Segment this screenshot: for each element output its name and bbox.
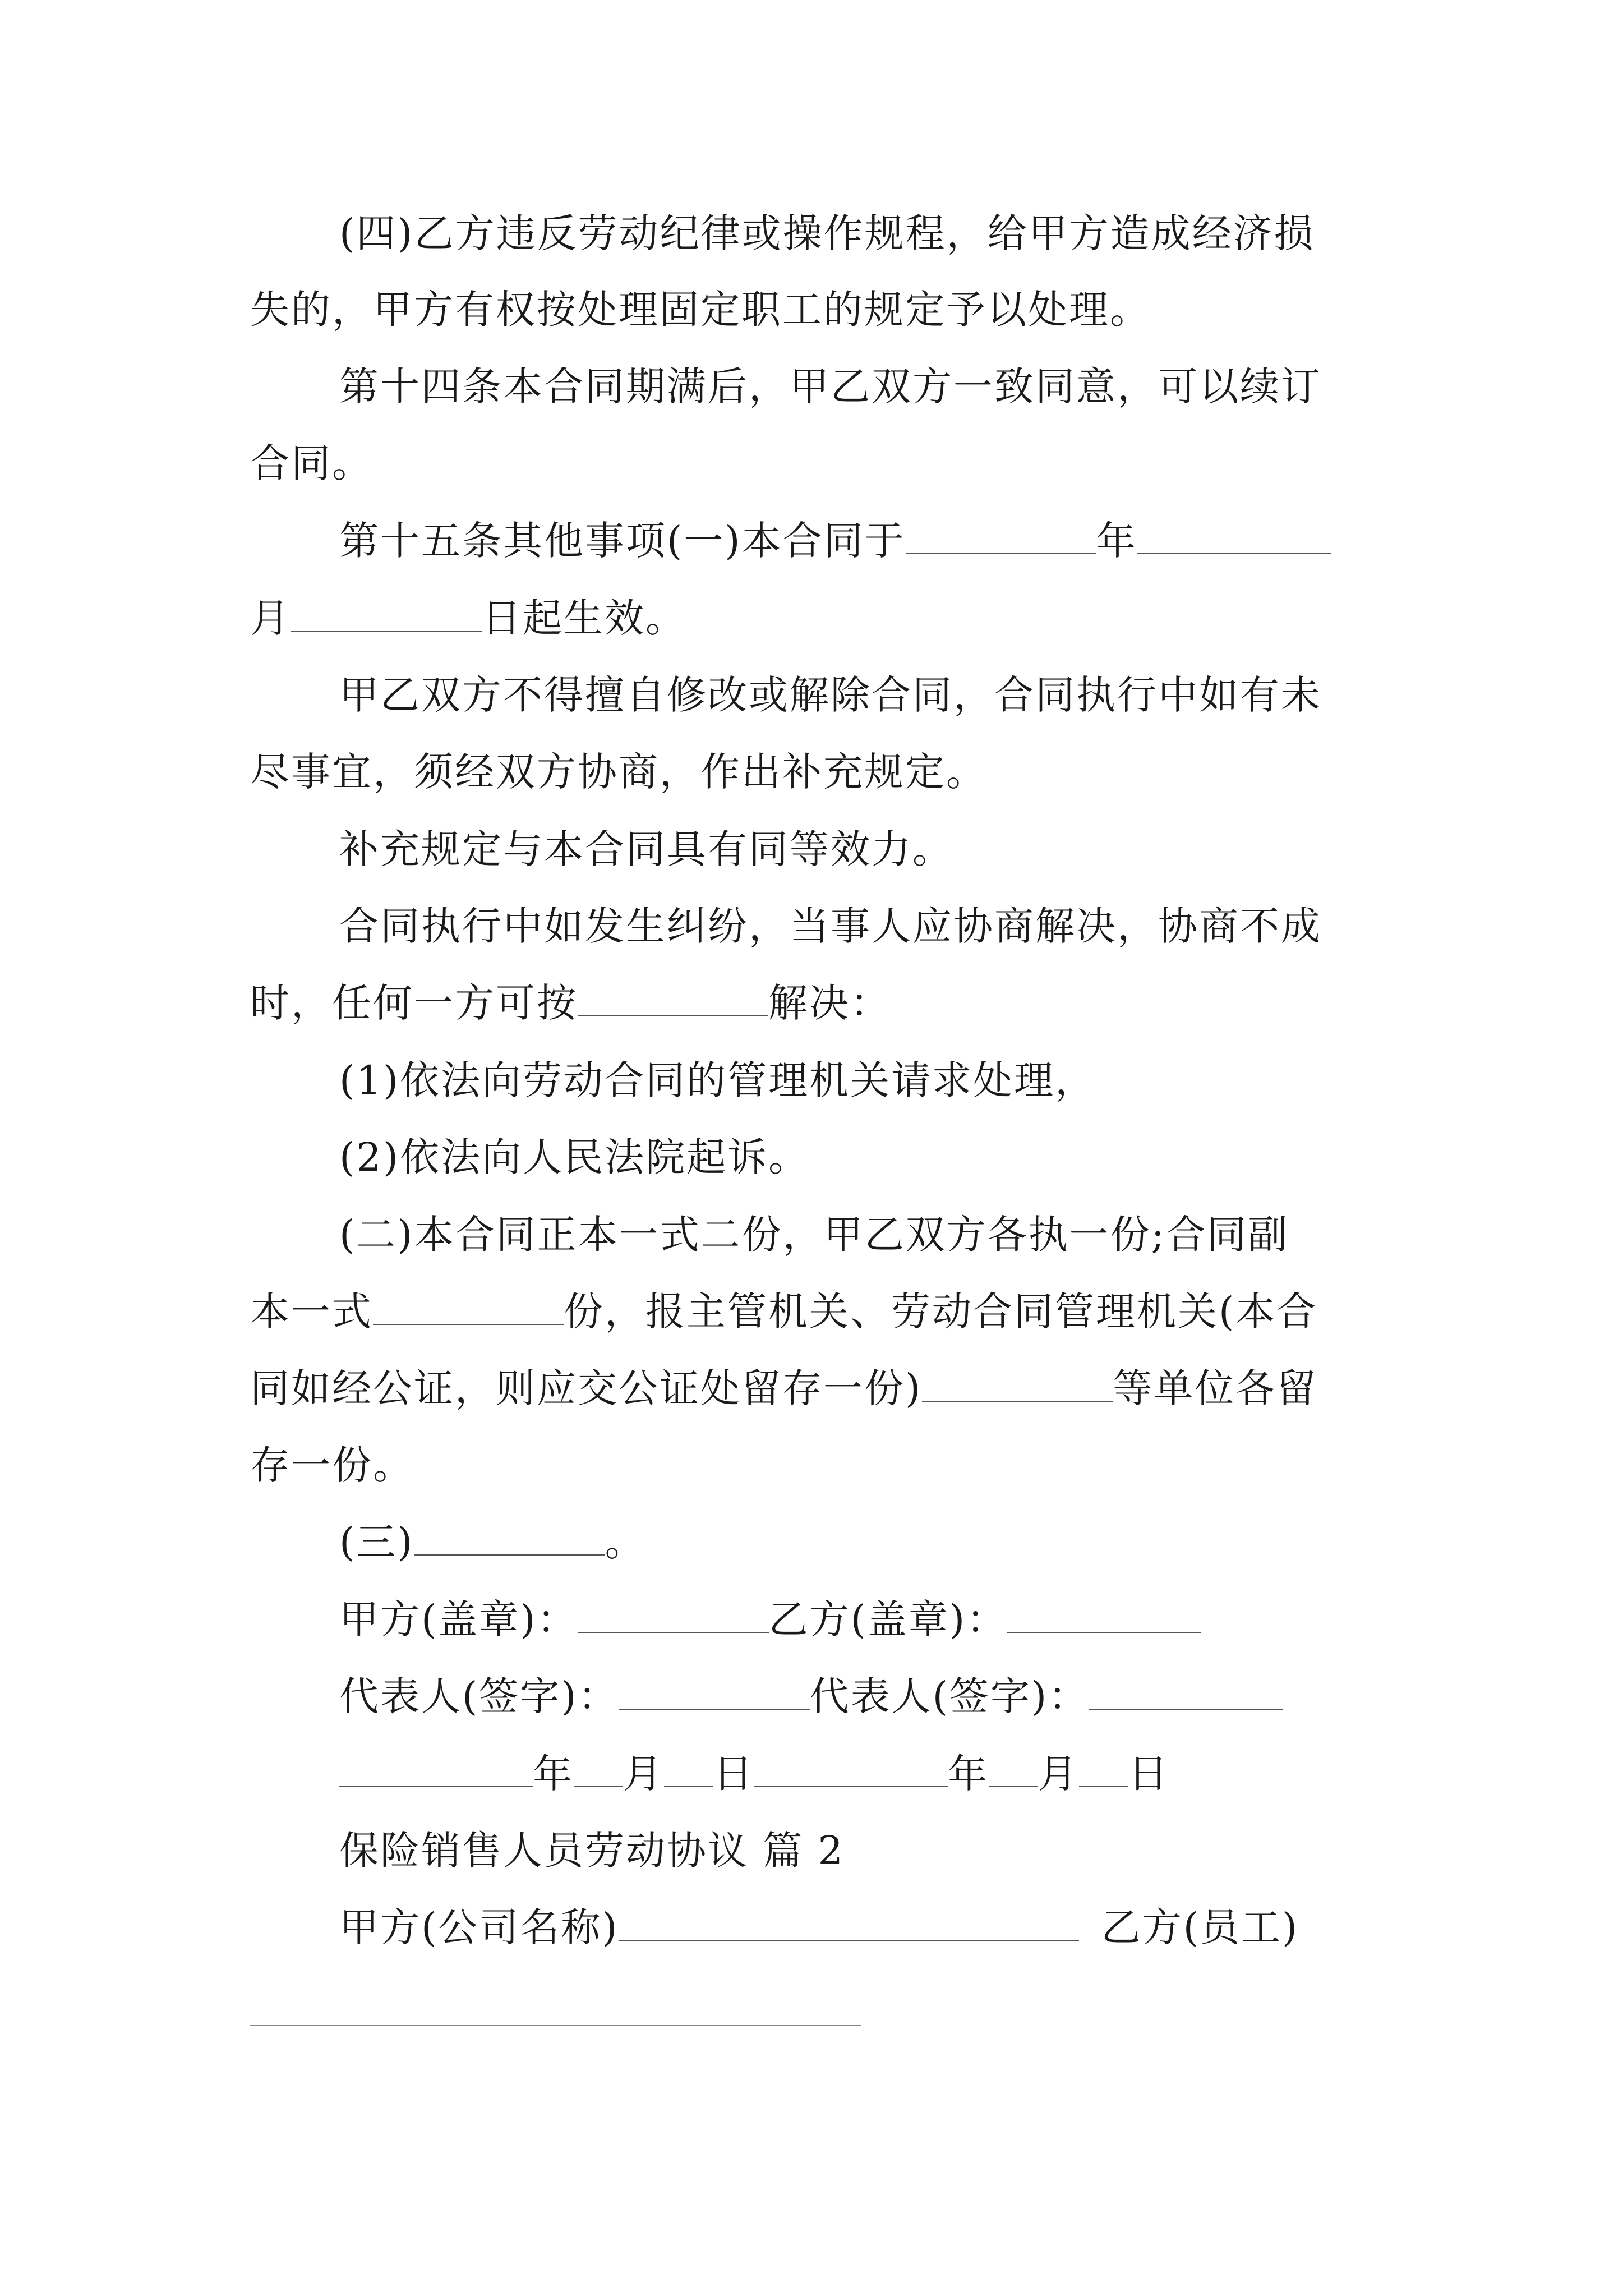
item3-suffix: 。 (605, 1519, 646, 1565)
item3-prefix: (三) (339, 1519, 414, 1565)
copies-line3-suffix: 等单位各留 (1113, 1365, 1318, 1411)
month-a-label: 月 (623, 1751, 664, 1797)
year-b-label: 年 (948, 1751, 989, 1797)
party-b-name-label: 乙方(员工) (1101, 1904, 1299, 1950)
copies-line (250, 1287, 1389, 1336)
section-title: 保险销售人员劳动协议 篇 2 (339, 1828, 845, 1874)
month-b-blank[interactable] (989, 1752, 1038, 1787)
party-b-seal-blank[interactable] (1007, 1598, 1201, 1633)
date-line (339, 1749, 1478, 1798)
year-a-label: 年 (533, 1751, 574, 1797)
day-b-blank[interactable] (1079, 1752, 1128, 1787)
copies-line3-prefix: 同如经公证，则应交公证处留存一份) (250, 1365, 923, 1411)
party-a-seal-label: 甲方(盖章)： (339, 1596, 578, 1642)
representative-line (339, 1672, 1478, 1721)
day-b-label: 日 (1128, 1751, 1169, 1797)
item-three-line (339, 1517, 1478, 1567)
year-b-blank[interactable] (754, 1752, 948, 1787)
company-name-blank[interactable] (619, 1906, 1079, 1941)
paragraph-line: 尽事宜，须经双方协商，作出补充规定。 (250, 749, 987, 795)
units-blank[interactable] (922, 1367, 1113, 1402)
copies-suffix: 份，报主管机关、劳动合同管理机关(本合 (564, 1289, 1318, 1335)
effect-text: 第十五条其他事项(一)本合同于 (339, 518, 906, 564)
paragraph-line: 补充规定与本合同具有同等效力。 (339, 826, 953, 872)
copies-blank[interactable] (373, 1290, 564, 1325)
dispute-blank[interactable] (578, 982, 768, 1016)
copies-line-3 (250, 1364, 1389, 1413)
year-blank[interactable] (906, 519, 1096, 554)
day-a-label: 日 (713, 1751, 754, 1797)
seal-line (339, 1595, 1478, 1644)
party-a-name-label: 甲方(公司名称) (339, 1904, 619, 1950)
list-item: (2)依法向人民法院起诉。 (339, 1134, 810, 1180)
month-b-label: 月 (1038, 1751, 1079, 1797)
paragraph-line: 合同。 (250, 440, 373, 486)
day-a-blank[interactable] (664, 1752, 713, 1787)
year-label: 年 (1096, 518, 1137, 564)
paragraph-line: 失的，甲方有权按处理固定职工的规定予以处理。 (250, 287, 1151, 333)
dispute-line (250, 978, 1389, 1028)
day-blank[interactable] (291, 597, 482, 632)
month-blank[interactable] (1137, 519, 1331, 554)
rep-a-blank[interactable] (619, 1675, 810, 1710)
parties-line (339, 1903, 1478, 1952)
paragraph-line: 甲乙双方不得擅自修改或解除合同，合同执行中如有未 (339, 672, 1322, 718)
rep-b-label: 代表人(签字)： (809, 1673, 1090, 1719)
dispute-prefix: 时，任何一方可按 (250, 980, 578, 1026)
effective-date-line-1 (339, 516, 1478, 565)
paragraph-line: 第十四条本合同期满后，甲乙双方一致同意，可以续订 (339, 364, 1322, 409)
list-item: (1)依法向劳动合同的管理机关请求处理， (339, 1057, 1096, 1103)
paragraph-line: 存一份。 (250, 1442, 414, 1488)
effective-date-line-2 (250, 593, 1389, 643)
dispute-suffix: 解决： (768, 980, 891, 1026)
employee-name-blank[interactable] (250, 2025, 861, 2026)
party-a-seal-blank[interactable] (578, 1598, 769, 1633)
day-suffix: 日起生效。 (482, 595, 686, 641)
paragraph-line: (二)本合同正本一式二份，甲乙双方各执一份;合同副 (339, 1212, 1289, 1258)
paragraph-line: (四)乙方违反劳动纪律或操作规程，给甲方造成经济损 (339, 210, 1315, 256)
rep-a-label: 代表人(签字)： (339, 1673, 619, 1719)
party-b-seal-label: 乙方(盖章)： (768, 1596, 1008, 1642)
copies-prefix: 本一式 (250, 1289, 373, 1335)
month-a-blank[interactable] (574, 1752, 623, 1787)
year-a-blank[interactable] (339, 1752, 533, 1787)
month-label: 月 (250, 595, 291, 641)
rep-b-blank[interactable] (1089, 1675, 1283, 1710)
item3-blank[interactable] (414, 1521, 605, 1556)
paragraph-line: 合同执行中如发生纠纷，当事人应协商解决，协商不成 (339, 903, 1322, 949)
